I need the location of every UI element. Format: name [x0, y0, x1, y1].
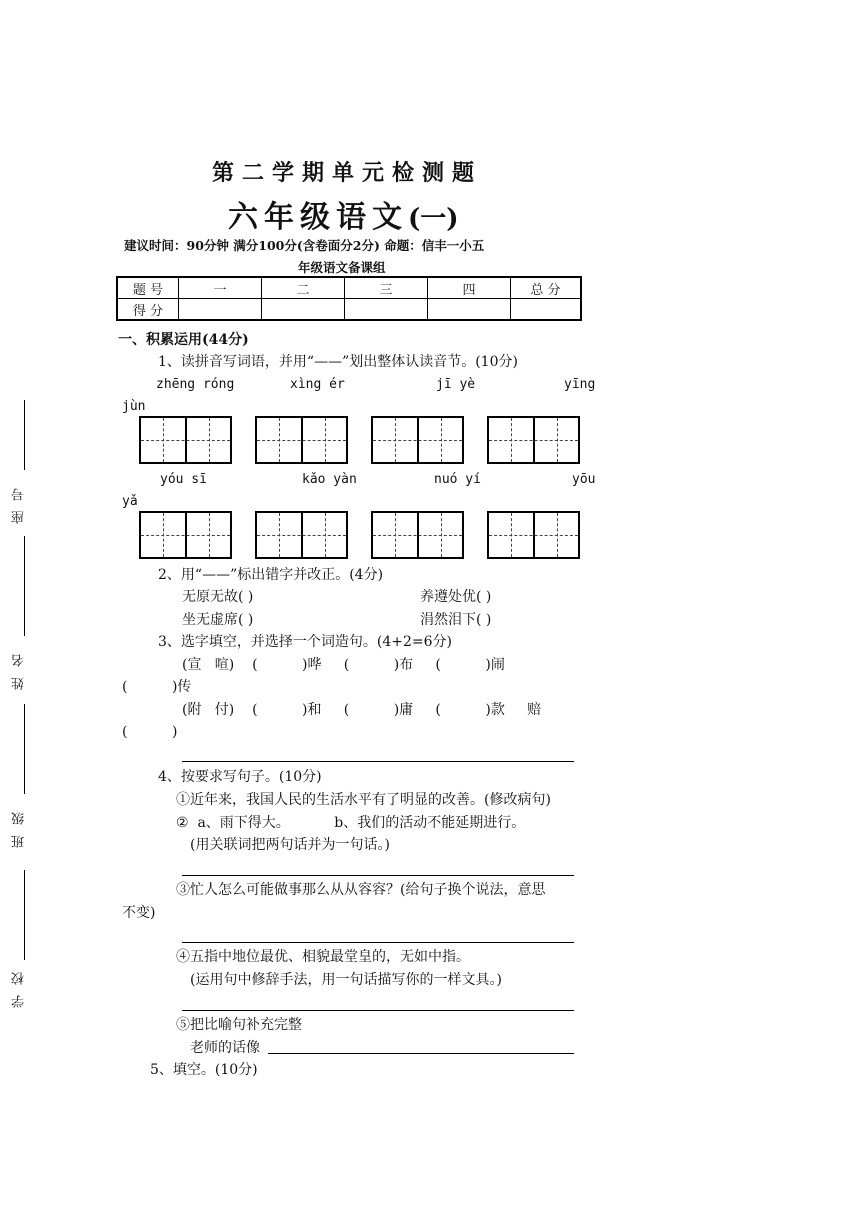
- score-input-cell[interactable]: [428, 299, 511, 321]
- score-cell: 得 分: [117, 299, 179, 321]
- score-table: [116, 276, 582, 321]
- score-input-cell[interactable]: [262, 299, 345, 321]
- sentence-task: ③忙人怎么可能做事那么从从容容？(给句子换个说法，意思: [176, 882, 546, 898]
- binding-line: [24, 536, 25, 636]
- answer-line[interactable]: [182, 875, 574, 876]
- writing-grid[interactable]: [255, 511, 348, 559]
- binding-line: [24, 704, 25, 794]
- name-label: 姓名: [12, 644, 27, 690]
- correction-item[interactable]: 涓然泪下( ): [420, 612, 492, 628]
- sentence-task: ② a、雨下得大。 b、我们的活动不能延期进行。: [176, 815, 526, 831]
- score-table-score-row: [117, 299, 581, 321]
- pinyin: kǎo yàn: [302, 472, 357, 487]
- score-input-cell[interactable]: [345, 299, 428, 321]
- subject-title: [228, 192, 459, 236]
- fill-in-line[interactable]: ( ): [122, 724, 178, 740]
- pinyin: yōu: [572, 472, 596, 487]
- writing-grid[interactable]: [139, 511, 232, 559]
- question-2-prompt: 2、用“——”标出错字并改正。(4分): [158, 567, 384, 583]
- correction-item[interactable]: 坐无虚席( ): [182, 612, 254, 628]
- writing-grid[interactable]: [255, 416, 348, 464]
- binding-line: [24, 400, 25, 470]
- pinyin: jī yè: [436, 377, 476, 392]
- answer-line[interactable]: [182, 942, 574, 943]
- sentence-task: ⑤把比喻句补充完整: [176, 1017, 302, 1033]
- question-3-prompt: 3、选字填空，并选择一个词造句。(4+2=6分): [158, 634, 453, 650]
- pinyin: yīng: [564, 377, 596, 392]
- simile-prefix: 老师的话像: [190, 1040, 260, 1056]
- school-label: 学校: [12, 962, 27, 1008]
- sentence-task: ④五指中地位最优、相貌最堂皇的，无如中指。: [176, 949, 470, 965]
- answer-line[interactable]: [182, 761, 574, 762]
- subject-title-suffix: (一): [408, 204, 459, 234]
- pinyin: xìng ér: [290, 377, 345, 392]
- writing-grid[interactable]: [139, 416, 232, 464]
- question-5-prompt: 5、填空。(10分): [150, 1062, 258, 1078]
- sentence-task-wrap: 不变): [122, 905, 156, 921]
- score-cell: 一: [179, 277, 262, 299]
- pinyin: yǎ: [122, 494, 138, 509]
- fill-in-line[interactable]: (宣 喧) ( )哗 ( )布 ( )闹: [182, 657, 505, 673]
- seat-label: 座号: [12, 478, 27, 524]
- fill-in-line[interactable]: (附 付) ( )和 ( )庸 ( )款 赔: [182, 702, 542, 718]
- exam-meta-line2: 年级语文备课组: [298, 260, 386, 275]
- sentence-note: (运用句中修辞手法，用一句话描写你的一样文具。): [190, 972, 502, 988]
- class-label: 班级: [12, 802, 27, 848]
- fill-in-line[interactable]: ( )传: [122, 679, 192, 695]
- exam-title: 第二学期单元检测题: [212, 160, 483, 186]
- writing-grid[interactable]: [371, 511, 464, 559]
- score-cell: 二: [262, 277, 345, 299]
- answer-line[interactable]: [268, 1053, 574, 1054]
- pinyin: zhēng róng: [156, 377, 235, 392]
- score-cell: 四: [428, 277, 511, 299]
- answer-line[interactable]: [182, 1010, 574, 1011]
- pinyin: jùn: [122, 399, 146, 414]
- subject-title-main: 六年级语文: [228, 200, 408, 235]
- correction-item[interactable]: 无原无故( ): [182, 589, 254, 605]
- writing-grid[interactable]: [487, 416, 580, 464]
- correction-item[interactable]: 养遵处优( ): [420, 589, 492, 605]
- score-input-cell[interactable]: [179, 299, 262, 321]
- section-heading: 一、积累运用(44分): [118, 332, 249, 348]
- question-1-prompt: 1、读拼音写词语，并用“——”划出整体认读音节。(10分): [158, 354, 518, 370]
- score-cell: 题 号: [117, 277, 179, 299]
- binding-line: [24, 870, 25, 960]
- sentence-task: ①近年来，我国人民的生活水平有了明显的改善。(修改病句): [176, 792, 551, 808]
- score-input-cell[interactable]: [511, 299, 582, 321]
- writing-grid[interactable]: [371, 416, 464, 464]
- pinyin: yóu sī: [160, 472, 207, 487]
- score-cell: 总 分: [511, 277, 582, 299]
- exam-meta-line1: 建议时间：90分钟 满分100分(含卷面分2分) 命题：信丰一小五: [124, 238, 485, 253]
- score-table-header-row: [117, 277, 581, 299]
- sentence-note: (用关联词把两句话并为一句话。): [190, 837, 390, 853]
- writing-grid[interactable]: [487, 511, 580, 559]
- question-4-prompt: 4、按要求写句子。(10分): [158, 769, 322, 785]
- score-cell: 三: [345, 277, 428, 299]
- pinyin: nuó yí: [434, 472, 481, 487]
